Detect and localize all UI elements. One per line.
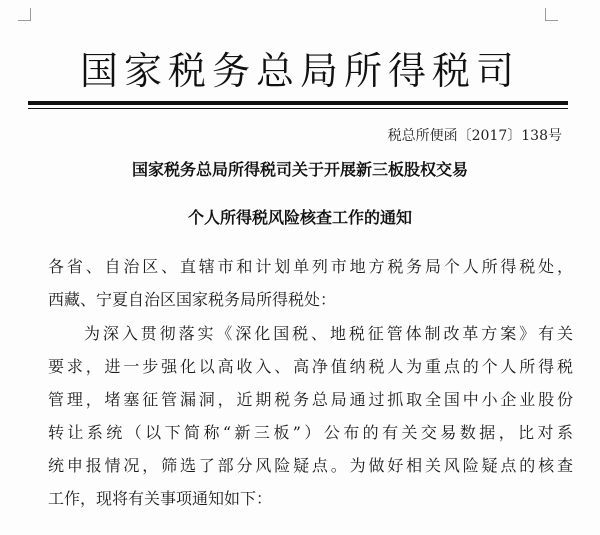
notice-title-line-2: 个人所得税风险核查工作的通知	[187, 208, 412, 227]
salutation-line-1: 各省、自治区、直辖市和计划单列市地方税务局个人所得税处，	[48, 257, 573, 276]
header-rule-thin	[28, 108, 568, 109]
salutation-line-2: 西藏、宁夏自治区国家税务局所得税处：	[48, 290, 337, 309]
body-line-2: 要求，进一步强化以高收入、高净值纳税人为重点的个人所得税	[48, 357, 573, 376]
notice-title-line-1: 国家税务总局所得税司关于开展新三板股权交易	[131, 160, 468, 179]
crop-mark-top-left	[18, 8, 31, 21]
header-rule-thick	[28, 101, 568, 105]
crop-mark-top-right	[545, 8, 558, 21]
body-line-1: 为深入贯彻落实《深化国税、地税征管体制改革方案》有关	[84, 324, 573, 343]
body-line-3: 管理，堵塞征管漏洞，近期税务总局通过抓取全国中小企业股份	[48, 390, 573, 409]
body-line-4: 转让系统（以下简称“新三板”）公布的有关交易数据，比对系	[48, 423, 573, 442]
body-line-6: 工作，现将有关事项通知如下：	[48, 489, 273, 508]
agency-header-title: 国家税务总局所得税司	[79, 49, 520, 93]
document-reference-number: 税总所便函〔2017〕138号	[387, 128, 562, 144]
body-line-5: 统申报情况，筛选了部分风险疑点。为做好相关风险疑点的核查	[48, 456, 573, 475]
